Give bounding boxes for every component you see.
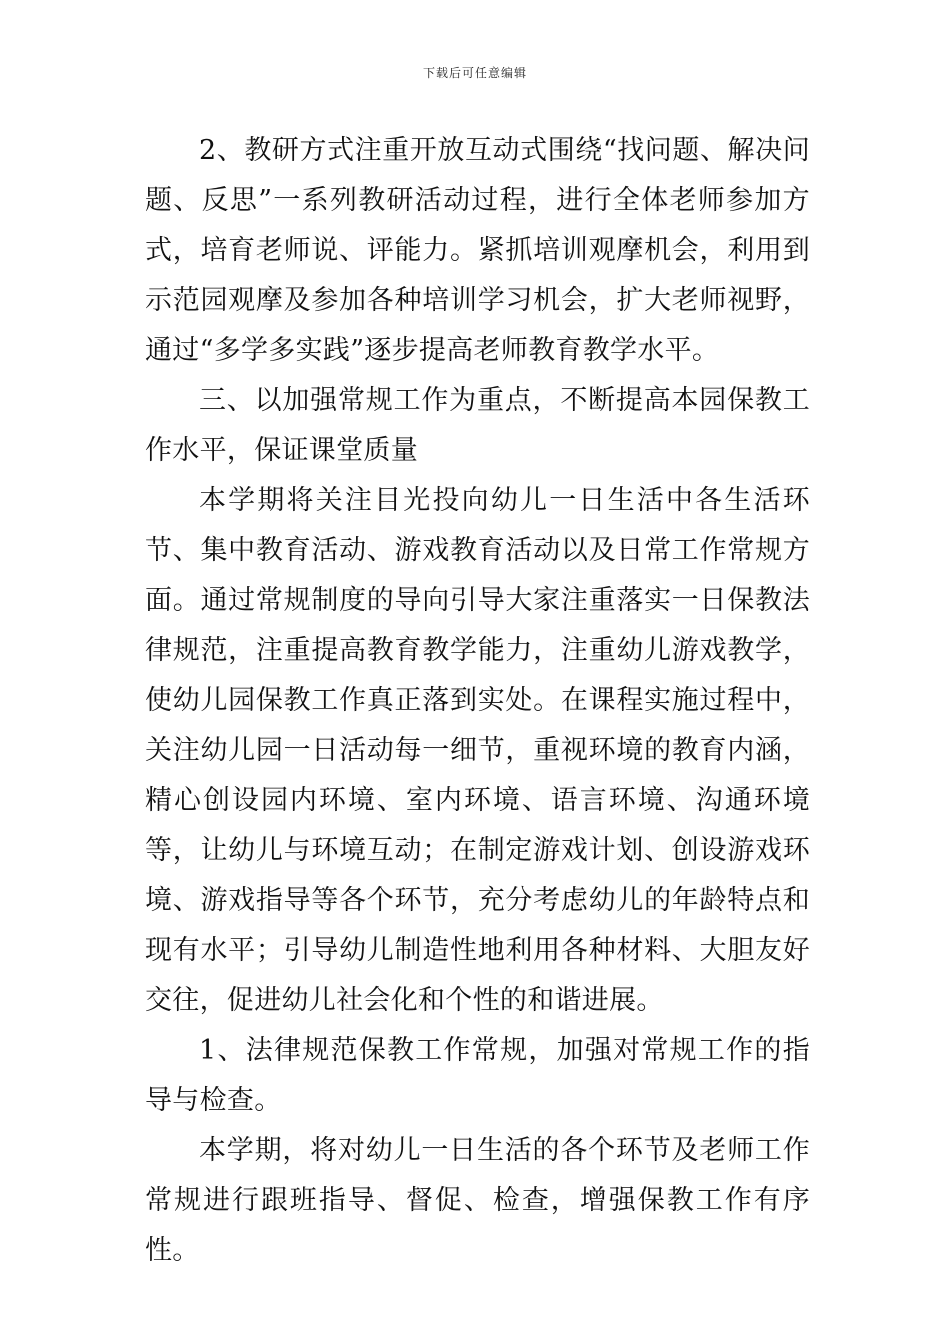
paragraph-teaching-research-method: 2、教研方式注重开放互动式围绕“找问题、解决问题、反思”一系列教研活动过程，进行全体老师参加方式，培育老师说、评能力。紧抓培训观摩机会，利用到示范园观摩及参加各种培训学习机会，扩大老师视野，通过“多学多实践”逐步提高老师教育教学水平。 <box>145 135 810 366</box>
section-heading-routine-work: 三、以加强常规工作为重点，不断提高本园保教工作水平，保证课堂质量 <box>145 385 810 466</box>
subheading-standardize-routine: 1、法律规范保教工作常规，加强对常规工作的指导与检查。 <box>145 1035 810 1116</box>
paragraph-daily-supervision: 本学期，将对幼儿一日生活的各个环节及老师工作常规进行跟班指导、督促、检查，增强保教工作有序性。 <box>145 1135 810 1266</box>
paragraph-semester-focus: 本学期将关注目光投向幼儿一日生活中各生活环节、集中教育活动、游戏教育活动以及日常工作常规方面。通过常规制度的导向引导大家注重落实一日保教法律规范，注重提高教育教学能力，注重幼儿游戏教学，使幼儿园保教工作真正落到实处。在课程实施过程中，关注幼儿园一日活动每一细节，重视环境的教育内涵，精心创设园内环境、室内环境、语言环境、沟通环境等，让幼儿与环境互动；在制定游戏计划、创设游戏环境、游戏指导等各个环节，充分考虑幼儿的年龄特点和现有水平；引导幼儿制造性地利用各种材料、大胆友好交往，促进幼儿社会化和个性的和谐进展。 <box>145 485 810 1016</box>
header-note: 下载后可任意编辑 <box>422 66 527 80</box>
document-body <box>145 126 810 1276</box>
